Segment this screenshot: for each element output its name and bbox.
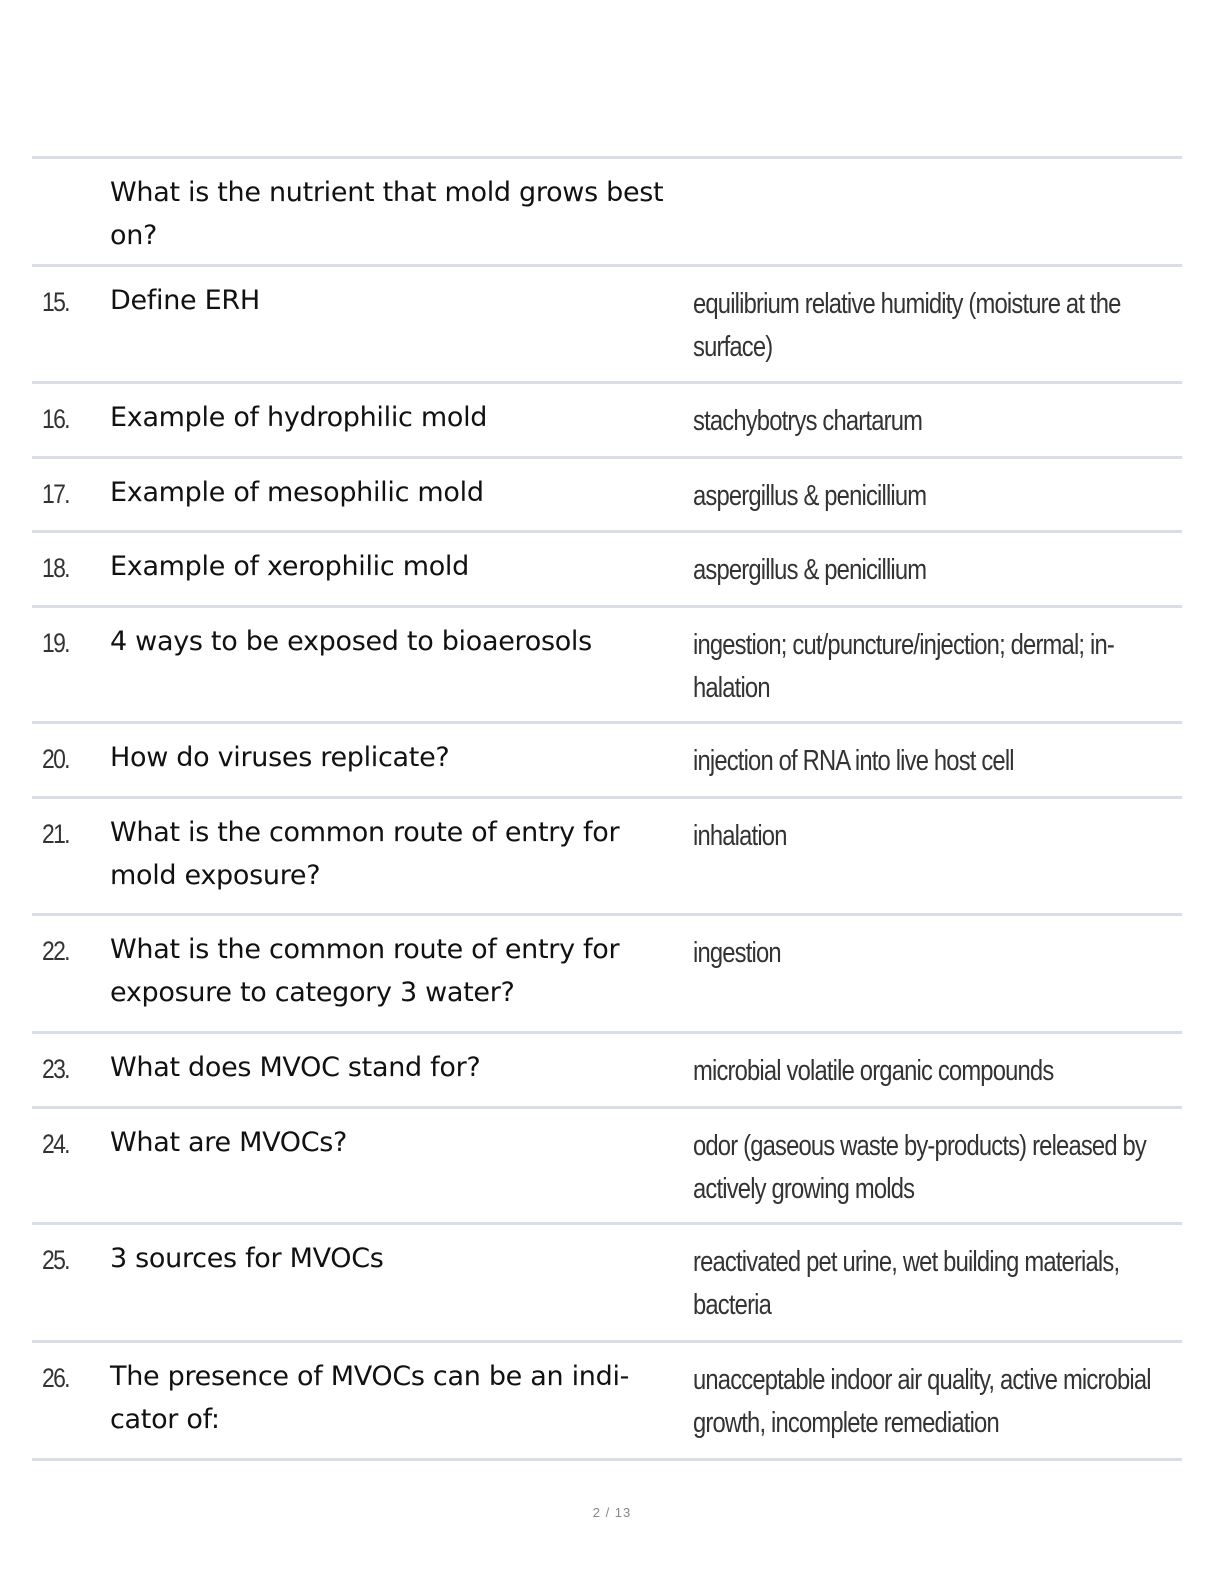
table-row <box>32 916 1182 1034</box>
answer-text: injection of RNA into live host cell <box>693 745 1014 777</box>
table-row <box>32 1109 1182 1225</box>
question-text: The presence of MVOCs can be an indi-cator of: <box>110 1361 630 1435</box>
table-row <box>32 1343 1182 1461</box>
question-text: Example of mesophilic mold <box>110 477 484 508</box>
row-number: 26. <box>42 1363 69 1393</box>
question-text: Example of hydrophilic mold <box>110 402 488 433</box>
table-row <box>32 1034 1182 1109</box>
table-row <box>32 459 1182 533</box>
question-text: How do viruses replicate? <box>110 742 450 773</box>
row-number: 21. <box>42 819 69 849</box>
answer-text: microbial volatile organic compounds <box>693 1055 1054 1087</box>
question-text: 3 sources for MVOCs <box>110 1243 384 1274</box>
row-number: 16. <box>42 404 69 434</box>
question-text: What is the common route of entry for mold exposure? <box>110 817 620 891</box>
question-text: Example of xerophilic mold <box>110 551 469 582</box>
question-text: What is the nutrient that mold grows best on? <box>110 177 664 251</box>
question-text: What does MVOC stand for? <box>110 1052 481 1083</box>
question-text: 4 ways to be exposed to bioaerosols <box>110 626 592 657</box>
row-number: 15. <box>42 287 69 317</box>
answer-text: aspergillus & penicillium <box>693 554 927 586</box>
answer-text: ingestion; cut/puncture/injection; dermal; in-halation <box>693 629 1114 704</box>
row-number: 18. <box>42 553 69 583</box>
row-number: 19. <box>42 628 69 658</box>
answer-text: odor (gaseous waste by-products) released by actively growing molds <box>693 1130 1146 1205</box>
answer-text: reactivated pet urine, wet building materials, bacteria <box>693 1246 1120 1321</box>
question-text: What is the common route of entry for exposure to category 3 water? <box>110 934 620 1008</box>
question-text: What are MVOCs? <box>110 1127 348 1158</box>
answer-text: stachybotrys chartarum <box>693 405 923 437</box>
table-row <box>32 533 1182 608</box>
answer-text: ingestion <box>693 937 781 969</box>
row-number: 23. <box>42 1054 69 1084</box>
answer-text: inhalation <box>693 820 787 852</box>
row-number: 24. <box>42 1129 69 1159</box>
answer-text: aspergillus & penicillium <box>693 480 927 512</box>
answer-text: unacceptable indoor air quality, active microbial growth, incomplete remediation <box>693 1364 1151 1439</box>
answer-text: equilibrium relative humidity (moisture at the surface) <box>693 288 1121 363</box>
table-row <box>32 1225 1182 1343</box>
row-number: 17. <box>42 479 69 509</box>
page-number: 2 / 13 <box>592 1505 632 1520</box>
table-row <box>32 608 1182 724</box>
row-number: 22. <box>42 936 69 966</box>
row-number: 25. <box>42 1245 69 1275</box>
table-row <box>32 159 1182 267</box>
table-row <box>32 267 1182 384</box>
table-row <box>32 799 1182 916</box>
flashcard-table <box>32 156 1182 1461</box>
table-row <box>32 384 1182 459</box>
table-row <box>32 724 1182 799</box>
row-number: 20. <box>42 744 69 774</box>
question-text: Define ERH <box>110 285 260 316</box>
